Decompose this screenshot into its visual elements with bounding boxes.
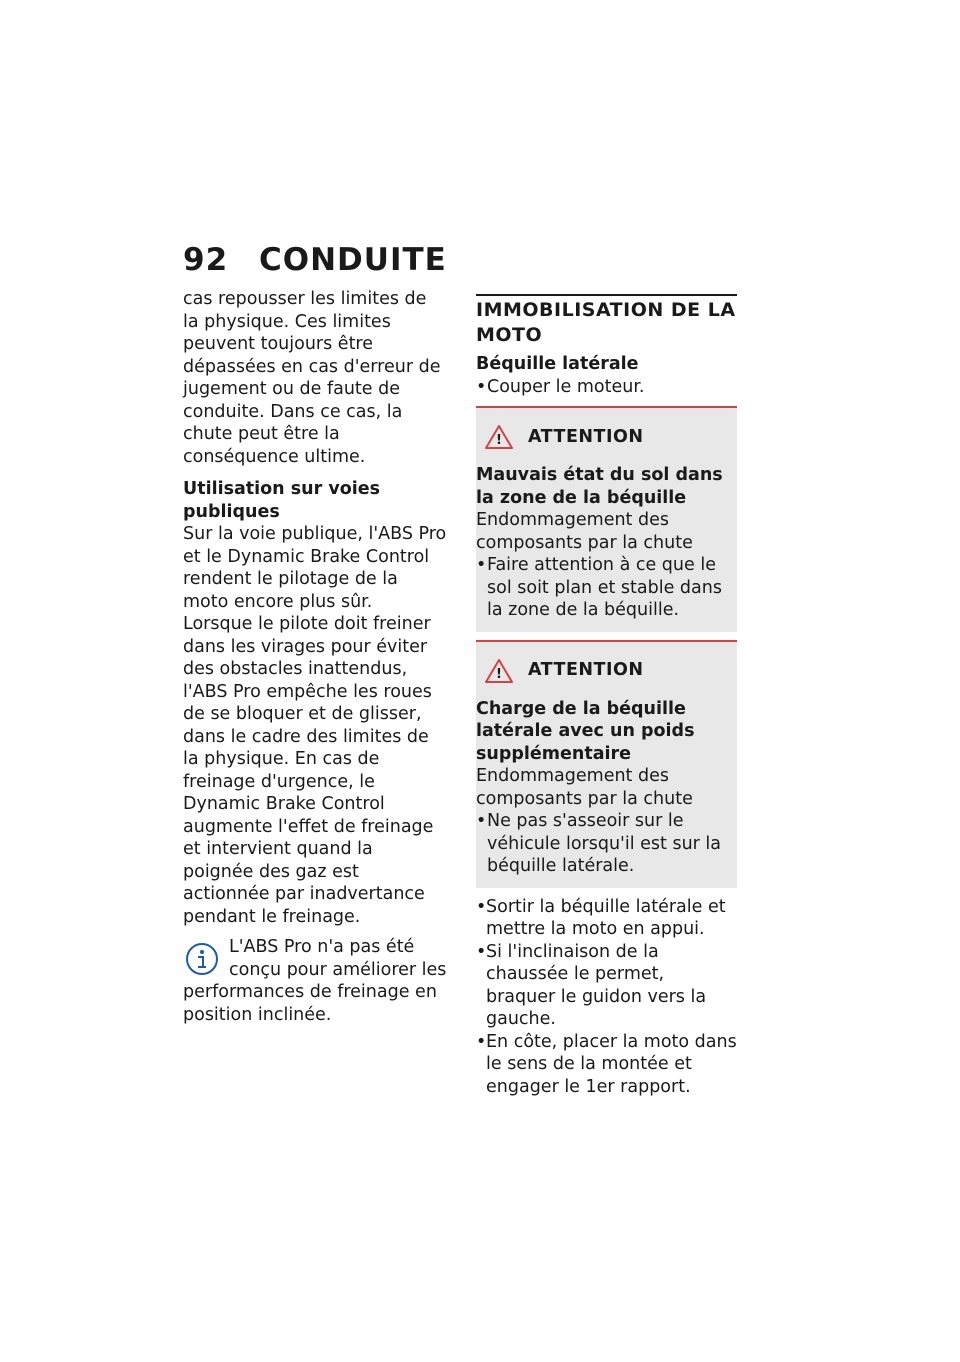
warning-action: • Ne pas s'asseoir sur le véhicule lorsqu'il est sur la béquille latérale. — [476, 810, 737, 878]
subheading-public-roads: Utilisation sur voies publiques — [183, 479, 381, 522]
warning-triangle-icon — [484, 658, 514, 684]
right-column — [476, 294, 737, 1098]
step-item: • Sortir la béquille latérale et mettre la moto en appui. — [476, 896, 737, 941]
svg-text:!: ! — [496, 433, 502, 448]
page-number: 92 — [183, 242, 229, 278]
public-roads-paragraph: Sur la voie publique, l'ABS Pro et le Dynamic Brake Control rendent le pilotage de la moto encore plus sûr. Lorsque le pilote doit freiner dans les virages pour éviter des obstacles inattendus, l'ABS Pro empêche les roues de se bloquer et de glisser, dans le cadre des limites de la physique. En cas de freinage d'urgence, le Dynamic Brake Control augmente l'effet de freinage et intervient quand la poignée des gaz est actionnée par inadvertance pendant le freinage. — [183, 524, 447, 927]
warning-header — [476, 424, 737, 450]
info-note-text-first: L'ABS Pro n'a pas été conçu pour améliorer les — [229, 937, 447, 980]
warning-title: Mauvais état du sol dans la zone de la béquille — [476, 465, 723, 508]
page-header — [183, 242, 447, 278]
info-note — [183, 936, 447, 1026]
intro-paragraph: cas repousser les limites de la physique. Ces limites peuvent toujours être dépassées en cas d'erreur de jugement ou de faute de conduite. Dans ce cas, la chute peut être la conséquence ultime. — [183, 289, 441, 467]
step-item: • Si l'inclinaison de la chaussée le permet, braquer le guidon vers la gauche. — [476, 941, 737, 1031]
warning-box — [476, 406, 737, 632]
subsection-title: Béquille latérale — [476, 354, 639, 374]
warning-box — [476, 640, 737, 888]
step-item: • En côte, placer la moto dans le sens de la montée et engager le 1er rapport. — [476, 1031, 737, 1099]
info-note-text-rest: performances de freinage en position inclinée. — [183, 982, 437, 1025]
warning-consequence: Endommagement des composants par la chute — [476, 766, 693, 809]
page-title: CONDUITE — [259, 242, 447, 278]
steps-list — [476, 896, 737, 1099]
warning-consequence: Endommagement des composants par la chute — [476, 510, 693, 553]
svg-text:!: ! — [496, 666, 502, 682]
info-icon — [185, 942, 219, 976]
warning-label: ATTENTION — [528, 426, 644, 447]
warning-header — [476, 658, 737, 684]
warning-triangle-icon — [484, 424, 514, 450]
left-column — [183, 288, 447, 1026]
warning-label: ATTENTION — [528, 660, 644, 681]
warning-action: • Faire attention à ce que le sol soit plan et stable dans la zone de la béquille. — [476, 554, 737, 622]
section-title: IMMOBILISATION DE LA MOTO — [476, 294, 737, 348]
step-item: • Couper le moteur. — [476, 376, 737, 399]
warning-title: Charge de la béquille latérale avec un poids supplémentaire — [476, 698, 695, 764]
